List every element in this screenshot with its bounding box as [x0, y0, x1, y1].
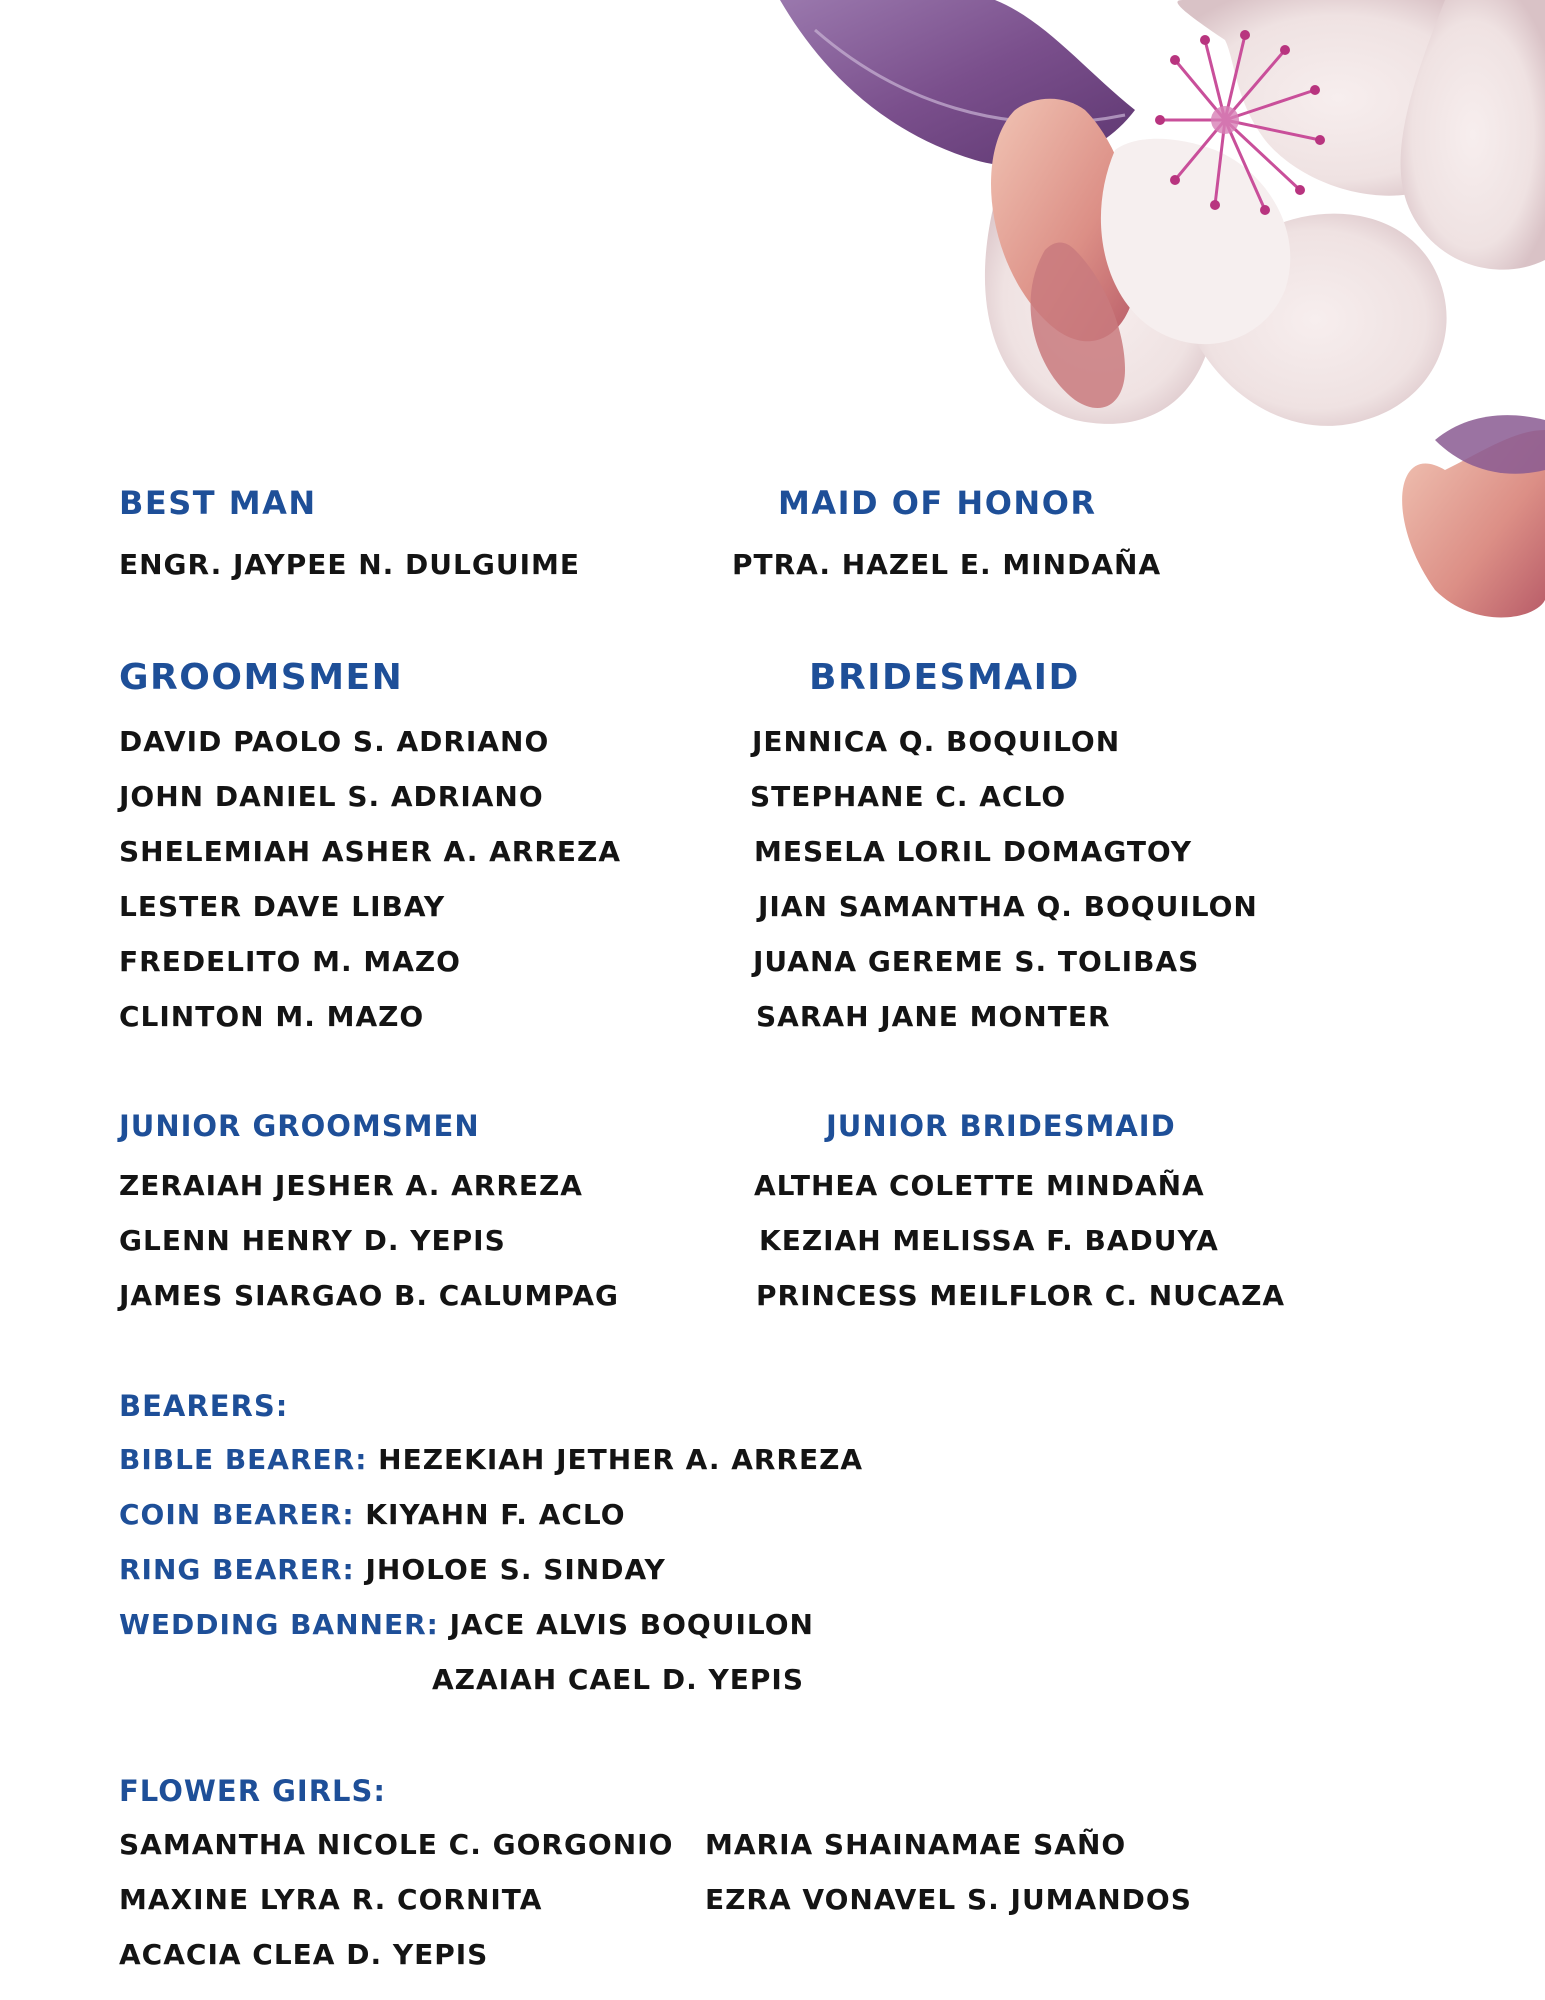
junior-groomsman-name: JAMES SIARGAO B. CALUMPAG: [119, 1279, 620, 1312]
groomsman-name: FREDELITO M. MAZO: [119, 945, 461, 978]
junior-bridesmaid-name: PRINCESS MEILFLOR C. NUCAZA: [756, 1279, 1286, 1312]
ring-bearer-name: JHOLOE S. SINDAY: [365, 1553, 666, 1586]
groomsman-name: JOHN DANIEL S. ADRIANO: [119, 780, 544, 813]
coin-bearer-name: KIYAHN F. ACLO: [365, 1498, 626, 1531]
flower-girl-name: EZRA VONAVEL S. JUMANDOS: [705, 1883, 1192, 1916]
bearers-heading: BEARERS:: [119, 1389, 289, 1423]
bridesmaid-name: MESELA LORIL DOMAGTOY: [754, 835, 1193, 868]
flower-girl-name: MARIA SHAINAMAE SAÑO: [705, 1828, 1127, 1861]
ring-bearer-label: RING BEARER:: [119, 1553, 355, 1586]
wedding-banner-row: [119, 1608, 814, 1641]
maid-of-honor-name: PTRA. HAZEL E. MINDAÑA: [732, 548, 1162, 581]
maid-of-honor-heading: MAID OF HONOR: [778, 484, 1097, 522]
junior-bridesmaid-heading: JUNIOR BRIDESMAID: [826, 1109, 1176, 1143]
junior-groomsman-name: GLENN HENRY D. YEPIS: [119, 1224, 506, 1257]
groomsman-name: SHELEMIAH ASHER A. ARREZA: [119, 835, 621, 868]
bridesmaid-name: JIAN SAMANTHA Q. BOQUILON: [758, 890, 1258, 923]
flower-girl-name: MAXINE LYRA R. CORNITA: [119, 1883, 543, 1916]
groomsman-name: CLINTON M. MAZO: [119, 1000, 425, 1033]
groomsmen-heading: GROOMSMEN: [119, 657, 404, 698]
bridesmaid-name: SARAH JANE MONTER: [756, 1000, 1111, 1033]
bridesmaid-name: STEPHANE C. ACLO: [750, 780, 1067, 813]
wedding-banner-name: JACE ALVIS BOQUILON: [449, 1608, 814, 1641]
coin-bearer-label: COIN BEARER:: [119, 1498, 355, 1531]
bible-bearer-name: HEZEKIAH JETHER A. ARREZA: [378, 1443, 864, 1476]
bridesmaid-heading: BRIDESMAID: [809, 657, 1080, 698]
bridesmaid-name: JUANA GEREME S. TOLIBAS: [753, 945, 1200, 978]
wedding-banner-name: AZAIAH CAEL D. YEPIS: [432, 1663, 804, 1696]
flower-girl-name: ACACIA CLEA D. YEPIS: [119, 1938, 489, 1971]
bible-bearer-label: BIBLE BEARER:: [119, 1443, 368, 1476]
flower-illustration: [745, 0, 1545, 640]
groomsman-name: LESTER DAVE LIBAY: [119, 890, 446, 923]
groomsman-name: DAVID PAOLO S. ADRIANO: [119, 725, 550, 758]
junior-bridesmaid-name: ALTHEA COLETTE MINDAÑA: [754, 1169, 1205, 1202]
best-man-heading: BEST MAN: [119, 484, 317, 522]
wedding-banner-label: WEDDING BANNER:: [119, 1608, 439, 1641]
flower-girl-name: SAMANTHA NICOLE C. GORGONIO: [119, 1828, 674, 1861]
junior-bridesmaid-name: KEZIAH MELISSA F. BADUYA: [759, 1224, 1219, 1257]
coin-bearer-row: [119, 1498, 626, 1531]
flower-girls-heading: FLOWER GIRLS:: [119, 1774, 387, 1808]
junior-groomsmen-heading: JUNIOR GROOMSMEN: [119, 1109, 480, 1143]
junior-groomsman-name: ZERAIAH JESHER A. ARREZA: [119, 1169, 583, 1202]
ring-bearer-row: [119, 1553, 666, 1586]
best-man-name: ENGR. JAYPEE N. DULGUIME: [119, 548, 580, 581]
bridesmaid-name: JENNICA Q. BOQUILON: [752, 725, 1121, 758]
bible-bearer-row: [119, 1443, 864, 1476]
